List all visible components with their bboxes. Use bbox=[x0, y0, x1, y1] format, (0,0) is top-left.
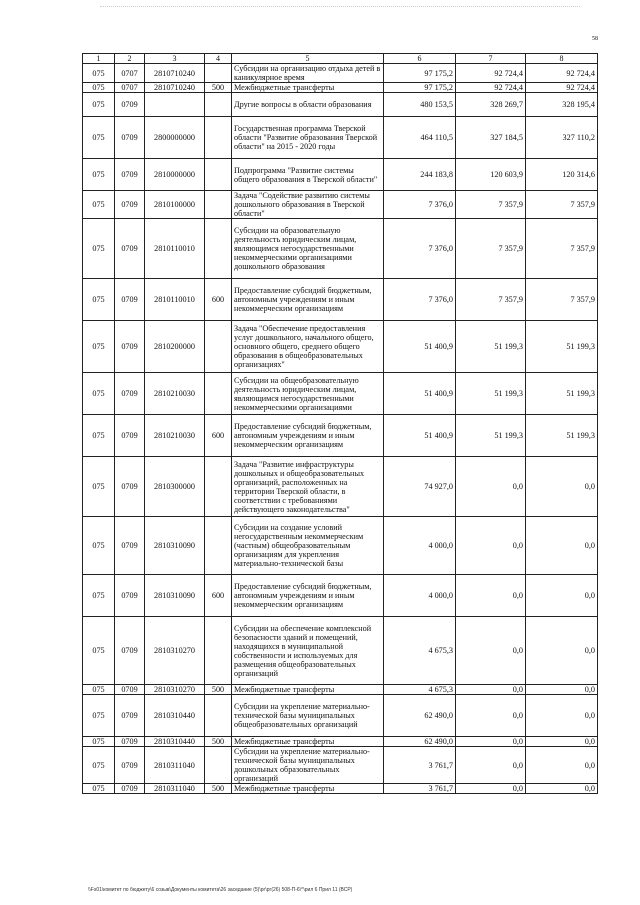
column-number-1: 1 bbox=[83, 54, 115, 64]
description-cell: Субсидии на укрепление материально-технической базы муниципальных общеобразовательных организаций bbox=[232, 695, 384, 737]
description-cell: Задача "Содействие развитию системы дошкольного образования в Тверской области" bbox=[232, 191, 384, 219]
amount-col6-cell: 480 153,5 bbox=[384, 93, 456, 117]
column-number-6: 6 bbox=[384, 54, 456, 64]
amount-col8-cell: 7 357,9 bbox=[526, 279, 598, 321]
target-article-cell: 2810210030 bbox=[145, 373, 205, 415]
section-code-cell: 0709 bbox=[115, 685, 145, 695]
description-cell: Субсидии на общеобразовательную деятельность юридическим лицам, являющимся негосударственными некоммерческими организациями bbox=[232, 373, 384, 415]
section-code-cell: 0709 bbox=[115, 219, 145, 279]
table-row bbox=[83, 415, 598, 457]
amount-col7-cell: 51 199,3 bbox=[456, 373, 526, 415]
target-article-cell: 2810210030 bbox=[145, 415, 205, 457]
target-article-cell: 2810311040 bbox=[145, 747, 205, 784]
target-article-cell: 2810710240 bbox=[145, 64, 205, 83]
target-article-cell bbox=[145, 93, 205, 117]
section-code-cell: 0707 bbox=[115, 64, 145, 83]
amount-col6-cell: 244 183,8 bbox=[384, 159, 456, 191]
admin-code-cell: 075 bbox=[83, 517, 115, 575]
amount-col7-cell: 0,0 bbox=[456, 617, 526, 685]
amount-col8-cell: 0,0 bbox=[526, 575, 598, 617]
section-code-cell: 0709 bbox=[115, 373, 145, 415]
admin-code-cell: 075 bbox=[83, 83, 115, 93]
amount-col8-cell: 0,0 bbox=[526, 737, 598, 747]
amount-col6-cell: 3 761,7 bbox=[384, 784, 456, 794]
target-article-cell: 2810000000 bbox=[145, 159, 205, 191]
expense-type-cell: 500 bbox=[205, 83, 232, 93]
description-cell: Межбюджетные трансферты bbox=[232, 737, 384, 747]
amount-col8-cell: 0,0 bbox=[526, 695, 598, 737]
amount-col6-cell: 4 000,0 bbox=[384, 575, 456, 617]
description-cell: Межбюджетные трансферты bbox=[232, 83, 384, 93]
amount-col6-cell: 97 175,2 bbox=[384, 64, 456, 83]
amount-col7-cell: 0,0 bbox=[456, 575, 526, 617]
amount-col7-cell: 0,0 bbox=[456, 747, 526, 784]
amount-col7-cell: 0,0 bbox=[456, 685, 526, 695]
admin-code-cell: 075 bbox=[83, 415, 115, 457]
section-code-cell: 0709 bbox=[115, 191, 145, 219]
table-row bbox=[83, 93, 598, 117]
admin-code-cell: 075 bbox=[83, 575, 115, 617]
section-code-cell: 0709 bbox=[115, 93, 145, 117]
expense-type-cell bbox=[205, 373, 232, 415]
amount-col6-cell: 74 927,0 bbox=[384, 457, 456, 517]
expense-type-cell bbox=[205, 64, 232, 83]
section-code-cell: 0709 bbox=[115, 737, 145, 747]
amount-col8-cell: 7 357,9 bbox=[526, 191, 598, 219]
section-code-cell: 0709 bbox=[115, 747, 145, 784]
expense-type-cell bbox=[205, 191, 232, 219]
amount-col6-cell: 51 400,9 bbox=[384, 321, 456, 373]
admin-code-cell: 075 bbox=[83, 685, 115, 695]
column-number-8: 8 bbox=[526, 54, 598, 64]
admin-code-cell: 075 bbox=[83, 93, 115, 117]
footer-file-path: \\Fs01\комитет по бюджету\6 созыв\Документы комитета\26 заседание (5)\рг\рг(26) 508-П-6\^\рил 6 Прил 11 (ВСР) bbox=[88, 887, 353, 893]
table-row bbox=[83, 159, 598, 191]
section-code-cell: 0709 bbox=[115, 415, 145, 457]
section-code-cell: 0709 bbox=[115, 457, 145, 517]
amount-col7-cell: 51 199,3 bbox=[456, 415, 526, 457]
section-code-cell: 0709 bbox=[115, 695, 145, 737]
target-article-cell: 2810110010 bbox=[145, 279, 205, 321]
column-number-4: 4 bbox=[205, 54, 232, 64]
section-code-cell: 0709 bbox=[115, 159, 145, 191]
admin-code-cell: 075 bbox=[83, 457, 115, 517]
amount-col6-cell: 51 400,9 bbox=[384, 373, 456, 415]
expense-type-cell bbox=[205, 695, 232, 737]
admin-code-cell: 075 bbox=[83, 321, 115, 373]
expense-type-cell bbox=[205, 517, 232, 575]
target-article-cell: 2810110010 bbox=[145, 219, 205, 279]
target-article-cell: 2810310090 bbox=[145, 575, 205, 617]
admin-code-cell: 075 bbox=[83, 747, 115, 784]
section-code-cell: 0709 bbox=[115, 279, 145, 321]
table-row bbox=[83, 279, 598, 321]
amount-col8-cell: 7 357,9 bbox=[526, 219, 598, 279]
section-code-cell: 0709 bbox=[115, 517, 145, 575]
admin-code-cell: 075 bbox=[83, 64, 115, 83]
amount-col7-cell: 7 357,9 bbox=[456, 219, 526, 279]
amount-col7-cell: 328 269,7 bbox=[456, 93, 526, 117]
section-code-cell: 0709 bbox=[115, 575, 145, 617]
amount-col6-cell: 4 675,3 bbox=[384, 617, 456, 685]
table-row bbox=[83, 64, 598, 83]
admin-code-cell: 075 bbox=[83, 695, 115, 737]
target-article-cell: 2810310440 bbox=[145, 737, 205, 747]
amount-col8-cell: 120 314,6 bbox=[526, 159, 598, 191]
expense-type-cell bbox=[205, 117, 232, 159]
amount-col7-cell: 0,0 bbox=[456, 457, 526, 517]
amount-col6-cell: 4 000,0 bbox=[384, 517, 456, 575]
description-cell: Задача "Обеспечение предоставления услуг дошкольного, начального общего, основного общего, среднего общего образования в общеобразовательных организациях" bbox=[232, 321, 384, 373]
admin-code-cell: 075 bbox=[83, 373, 115, 415]
expense-type-cell: 500 bbox=[205, 737, 232, 747]
section-code-cell: 0707 bbox=[115, 83, 145, 93]
description-cell: Государственная программа Тверской области "Развитие образования Тверской области" на 2015 - 2020 годы bbox=[232, 117, 384, 159]
amount-col7-cell: 7 357,9 bbox=[456, 191, 526, 219]
description-cell: Другие вопросы в области образования bbox=[232, 93, 384, 117]
amount-col7-cell: 120 603,9 bbox=[456, 159, 526, 191]
amount-col6-cell: 62 490,0 bbox=[384, 737, 456, 747]
expense-type-cell bbox=[205, 321, 232, 373]
description-cell: Предоставление субсидий бюджетным, автономным учреждениям и иным некоммерческим организациям bbox=[232, 575, 384, 617]
table-row bbox=[83, 219, 598, 279]
expense-type-cell: 600 bbox=[205, 575, 232, 617]
amount-col8-cell: 0,0 bbox=[526, 617, 598, 685]
target-article-cell: 2810300000 bbox=[145, 457, 205, 517]
table-row bbox=[83, 575, 598, 617]
amount-col7-cell: 92 724,4 bbox=[456, 83, 526, 93]
amount-col6-cell: 7 376,0 bbox=[384, 219, 456, 279]
column-number-7: 7 bbox=[456, 54, 526, 64]
amount-col8-cell: 51 199,3 bbox=[526, 373, 598, 415]
target-article-cell: 2810310440 bbox=[145, 695, 205, 737]
expense-type-cell bbox=[205, 617, 232, 685]
table-row bbox=[83, 737, 598, 747]
table-row bbox=[83, 784, 598, 794]
amount-col6-cell: 4 675,3 bbox=[384, 685, 456, 695]
amount-col7-cell: 92 724,4 bbox=[456, 64, 526, 83]
section-code-cell: 0709 bbox=[115, 784, 145, 794]
table-row bbox=[83, 117, 598, 159]
page-number: 58 bbox=[592, 36, 598, 42]
amount-col8-cell: 0,0 bbox=[526, 747, 598, 784]
admin-code-cell: 075 bbox=[83, 159, 115, 191]
table-row bbox=[83, 617, 598, 685]
admin-code-cell: 075 bbox=[83, 737, 115, 747]
table-body bbox=[83, 64, 598, 794]
expense-type-cell bbox=[205, 747, 232, 784]
admin-code-cell: 075 bbox=[83, 191, 115, 219]
amount-col6-cell: 51 400,9 bbox=[384, 415, 456, 457]
table-row bbox=[83, 373, 598, 415]
amount-col6-cell: 464 110,5 bbox=[384, 117, 456, 159]
target-article-cell: 2810310090 bbox=[145, 517, 205, 575]
target-article-cell: 2800000000 bbox=[145, 117, 205, 159]
amount-col6-cell: 7 376,0 bbox=[384, 279, 456, 321]
amount-col7-cell: 0,0 bbox=[456, 695, 526, 737]
description-cell: Межбюджетные трансферты bbox=[232, 784, 384, 794]
amount-col8-cell: 327 110,2 bbox=[526, 117, 598, 159]
target-article-cell: 2810310270 bbox=[145, 617, 205, 685]
target-article-cell: 2810710240 bbox=[145, 83, 205, 93]
table-row bbox=[83, 747, 598, 784]
column-number-5: 5 bbox=[232, 54, 384, 64]
expense-type-cell: 600 bbox=[205, 279, 232, 321]
amount-col8-cell: 0,0 bbox=[526, 784, 598, 794]
description-cell: Субсидии на обеспечение комплексной безопасности зданий и помещений, находящихся в муниципальной собственности и используемых для размещения общеобразовательных организаций bbox=[232, 617, 384, 685]
admin-code-cell: 075 bbox=[83, 279, 115, 321]
description-cell: Субсидии на образовательную деятельность юридическим лицам, являющимся негосударственными некоммерческими организациями дошкольного образования bbox=[232, 219, 384, 279]
admin-code-cell: 075 bbox=[83, 219, 115, 279]
amount-col8-cell: 0,0 bbox=[526, 685, 598, 695]
expense-type-cell bbox=[205, 219, 232, 279]
column-number-row bbox=[83, 54, 598, 64]
target-article-cell: 2810100000 bbox=[145, 191, 205, 219]
admin-code-cell: 075 bbox=[83, 784, 115, 794]
amount-col6-cell: 7 376,0 bbox=[384, 191, 456, 219]
expense-type-cell: 600 bbox=[205, 415, 232, 457]
section-code-cell: 0709 bbox=[115, 617, 145, 685]
amount-col7-cell: 0,0 bbox=[456, 737, 526, 747]
amount-col8-cell: 51 199,3 bbox=[526, 321, 598, 373]
amount-col7-cell: 0,0 bbox=[456, 784, 526, 794]
amount-col8-cell: 51 199,3 bbox=[526, 415, 598, 457]
column-number-3: 3 bbox=[145, 54, 205, 64]
expense-type-cell bbox=[205, 457, 232, 517]
description-cell: Субсидии на создание условий негосударственным некоммерческим (частным) общеобразовательным организациям для укрепления материально-технической базы bbox=[232, 517, 384, 575]
amount-col7-cell: 0,0 bbox=[456, 517, 526, 575]
target-article-cell: 2810311040 bbox=[145, 784, 205, 794]
section-code-cell: 0709 bbox=[115, 117, 145, 159]
description-cell: Субсидии на укрепление материально-технической базы муниципальных дошкольных образовательных организаций bbox=[232, 747, 384, 784]
description-cell: Задача "Развитие инфраструктуры дошкольных и общеобразовательных организаций, расположенных на территории Тверской области, в соответствии с требованиями действующего законодательства" bbox=[232, 457, 384, 517]
amount-col8-cell: 0,0 bbox=[526, 517, 598, 575]
table-row bbox=[83, 83, 598, 93]
section-code-cell: 0709 bbox=[115, 321, 145, 373]
target-article-cell: 2810200000 bbox=[145, 321, 205, 373]
expense-type-cell bbox=[205, 93, 232, 117]
target-article-cell: 2810310270 bbox=[145, 685, 205, 695]
description-cell: Предоставление субсидий бюджетным, автономным учреждениям и иным некоммерческим организациям bbox=[232, 415, 384, 457]
table-row bbox=[83, 695, 598, 737]
column-number-2: 2 bbox=[115, 54, 145, 64]
description-cell: Межбюджетные трансферты bbox=[232, 685, 384, 695]
amount-col8-cell: 92 724,4 bbox=[526, 64, 598, 83]
table-row bbox=[83, 321, 598, 373]
table-row bbox=[83, 517, 598, 575]
amount-col6-cell: 62 490,0 bbox=[384, 695, 456, 737]
scan-artifact-line bbox=[100, 6, 580, 8]
amount-col8-cell: 328 195,4 bbox=[526, 93, 598, 117]
amount-col7-cell: 51 199,3 bbox=[456, 321, 526, 373]
amount-col8-cell: 92 724,4 bbox=[526, 83, 598, 93]
table-row bbox=[83, 457, 598, 517]
description-cell: Субсидии на организацию отдыха детей в каникулярное время bbox=[232, 64, 384, 83]
description-cell: Подпрограмма "Развитие системы общего образования в Тверской области" bbox=[232, 159, 384, 191]
admin-code-cell: 075 bbox=[83, 617, 115, 685]
table-row bbox=[83, 685, 598, 695]
table-row bbox=[83, 191, 598, 219]
amount-col7-cell: 327 184,5 bbox=[456, 117, 526, 159]
admin-code-cell: 075 bbox=[83, 117, 115, 159]
amount-col7-cell: 7 357,9 bbox=[456, 279, 526, 321]
expense-type-cell: 500 bbox=[205, 784, 232, 794]
amount-col6-cell: 3 761,7 bbox=[384, 747, 456, 784]
expense-type-cell: 500 bbox=[205, 685, 232, 695]
expense-type-cell bbox=[205, 159, 232, 191]
amount-col6-cell: 97 175,2 bbox=[384, 83, 456, 93]
description-cell: Предоставление субсидий бюджетным, автономным учреждениям и иным некоммерческим организациям bbox=[232, 279, 384, 321]
budget-table bbox=[82, 53, 598, 794]
amount-col8-cell: 0,0 bbox=[526, 457, 598, 517]
